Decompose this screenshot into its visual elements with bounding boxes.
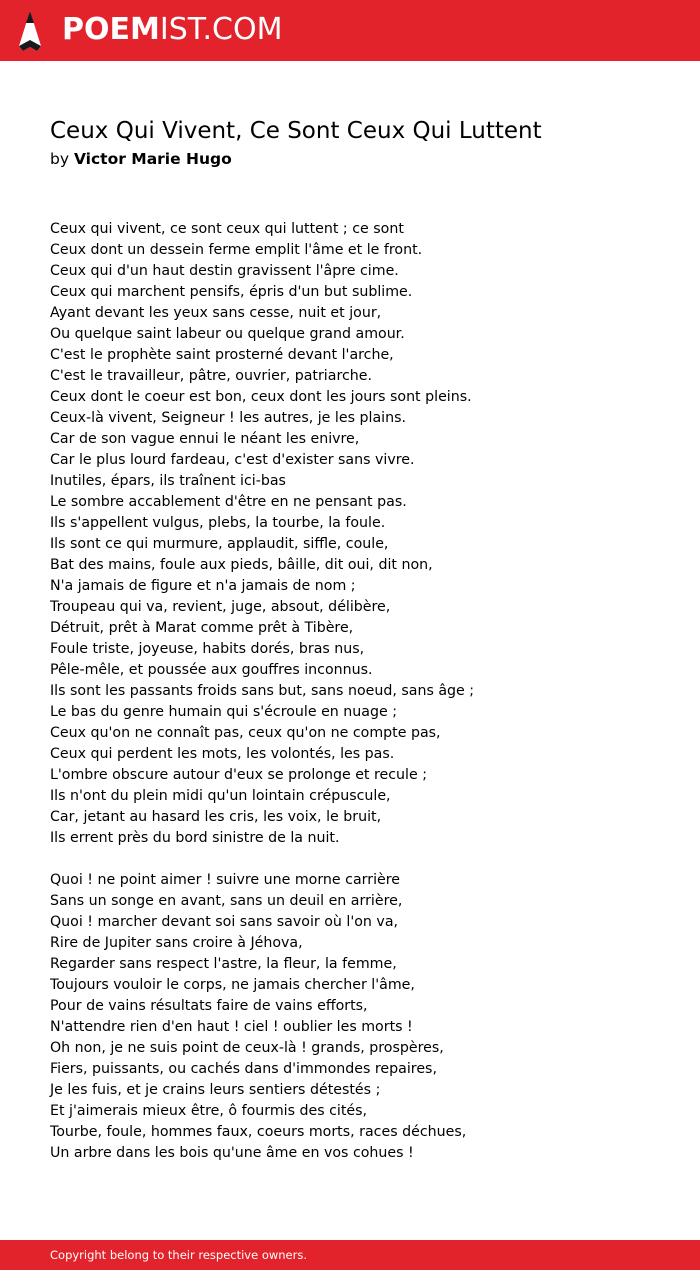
- author-name: Victor Marie Hugo: [73, 150, 232, 168]
- copyright-notice: Copyright belong to their respective owners.: [50, 1248, 308, 1262]
- poem-line: Oh non, je ne suis point de ceux-là ! grands, prospères,: [50, 1040, 444, 1056]
- poem-line: C'est le prophète saint prosterné devant l'arche,: [50, 347, 394, 363]
- poem-line: Ou quelque saint labeur ou quelque grand amour.: [50, 326, 405, 342]
- poem-line: C'est le travailleur, pâtre, ouvrier, patriarche.: [50, 368, 372, 384]
- poem-line: Toujours vouloir le corps, ne jamais chercher l'âme,: [50, 977, 415, 993]
- by-label: by: [50, 150, 70, 168]
- byline: [50, 149, 232, 169]
- poem-line: Car de son vague ennui le néant les enivre,: [50, 431, 360, 447]
- poem-line: Un arbre dans les bois qu'une âme en vos cohues !: [50, 1145, 414, 1161]
- poem-body: [50, 219, 670, 1185]
- poem-line: Ceux qui vivent, ce sont ceux qui luttent ; ce sont: [50, 221, 404, 237]
- poem-line: Sans un songe en avant, sans un deuil en arrière,: [50, 893, 403, 909]
- poem-line: Ils errent près du bord sinistre de la nuit.: [50, 830, 340, 846]
- poem-line: Ceux dont un dessein ferme emplit l'âme et le front.: [50, 242, 423, 258]
- poem-line: L'ombre obscure autour d'eux se prolonge et recule ;: [50, 767, 427, 783]
- poem-line: Troupeau qui va, revient, juge, absout, délibère,: [50, 599, 391, 615]
- poem-line: Ayant devant les yeux sans cesse, nuit et jour,: [50, 305, 382, 321]
- poem-line: Et j'aimerais mieux être, ô fourmis des cités,: [50, 1103, 368, 1119]
- poem-line: Foule triste, joyeuse, habits dorés, bras nus,: [50, 641, 365, 657]
- poem-line: Inutiles, épars, ils traînent ici-bas: [50, 473, 286, 489]
- poem-line: Ceux qui perdent les mots, les volontés, les pas.: [50, 746, 395, 762]
- poem-line: Bat des mains, foule aux pieds, bâille, dit oui, dit non,: [50, 557, 433, 573]
- poem-line: Pour de vains résultats faire de vains efforts,: [50, 998, 368, 1014]
- poem-line: Quoi ! marcher devant soi sans savoir où l'on va,: [50, 914, 399, 930]
- logo-bold-part: POEM: [62, 12, 160, 47]
- poem-line: Le bas du genre humain qui s'écroule en nuage ;: [50, 704, 398, 720]
- site-logo[interactable]: [62, 11, 282, 49]
- poem-line: Ils s'appellent vulgus, plebs, la tourbe, la foule.: [50, 515, 386, 531]
- poem-line: Rire de Jupiter sans croire à Jéhova,: [50, 935, 303, 951]
- poem-line: Je les fuis, et je crains leurs sentiers détestés ;: [50, 1082, 381, 1098]
- poem-line: Ils n'ont du plein midi qu'un lointain crépuscule,: [50, 788, 391, 804]
- poem-line: Le sombre accablement d'être en ne pensant pas.: [50, 494, 407, 510]
- poem-line: Tourbe, foule, hommes faux, coeurs morts, races déchues,: [50, 1124, 467, 1140]
- poem-line: Ceux dont le coeur est bon, ceux dont les jours sont pleins.: [50, 389, 472, 405]
- poem-stanza: [50, 219, 670, 849]
- poem-line: N'a jamais de figure et n'a jamais de nom ;: [50, 578, 356, 594]
- poem-line: Ceux-là vivent, Seigneur ! les autres, je les plains.: [50, 410, 406, 426]
- poem-line: Ceux qui marchent pensifs, épris d'un but sublime.: [50, 284, 413, 300]
- poem-line: Ceux qui d'un haut destin gravissent l'âpre cime.: [50, 263, 399, 279]
- poem-line: Pêle-mêle, et poussée aux gouffres inconnus.: [50, 662, 373, 678]
- poem-line: Ils sont ce qui murmure, applaudit, siffle, coule,: [50, 536, 389, 552]
- poem-line: N'attendre rien d'en haut ! ciel ! oublier les morts !: [50, 1019, 413, 1035]
- poem-line: Fiers, puissants, ou cachés dans d'immondes repaires,: [50, 1061, 437, 1077]
- poem-line: Quoi ! ne point aimer ! suivre une morne carrière: [50, 872, 400, 888]
- poem-line: Regarder sans respect l'astre, la fleur, la femme,: [50, 956, 397, 972]
- pencil-logo-icon: [18, 10, 42, 52]
- logo-light-part: IST.COM: [159, 12, 283, 47]
- site-footer: [0, 1240, 700, 1270]
- site-header: [0, 0, 700, 61]
- poem-line: Car, jetant au hasard les cris, les voix, le bruit,: [50, 809, 382, 825]
- poem-stanza: [50, 870, 670, 1164]
- poem-line: Détruit, prêt à Marat comme prêt à Tibère,: [50, 620, 354, 636]
- poem-line: Ceux qu'on ne connaît pas, ceux qu'on ne compte pas,: [50, 725, 441, 741]
- poem-line: Car le plus lourd fardeau, c'est d'exister sans vivre.: [50, 452, 415, 468]
- poem-line: Ils sont les passants froids sans but, sans noeud, sans âge ;: [50, 683, 475, 699]
- poem-title: Ceux Qui Vivent, Ce Sont Ceux Qui Luttent: [50, 118, 542, 144]
